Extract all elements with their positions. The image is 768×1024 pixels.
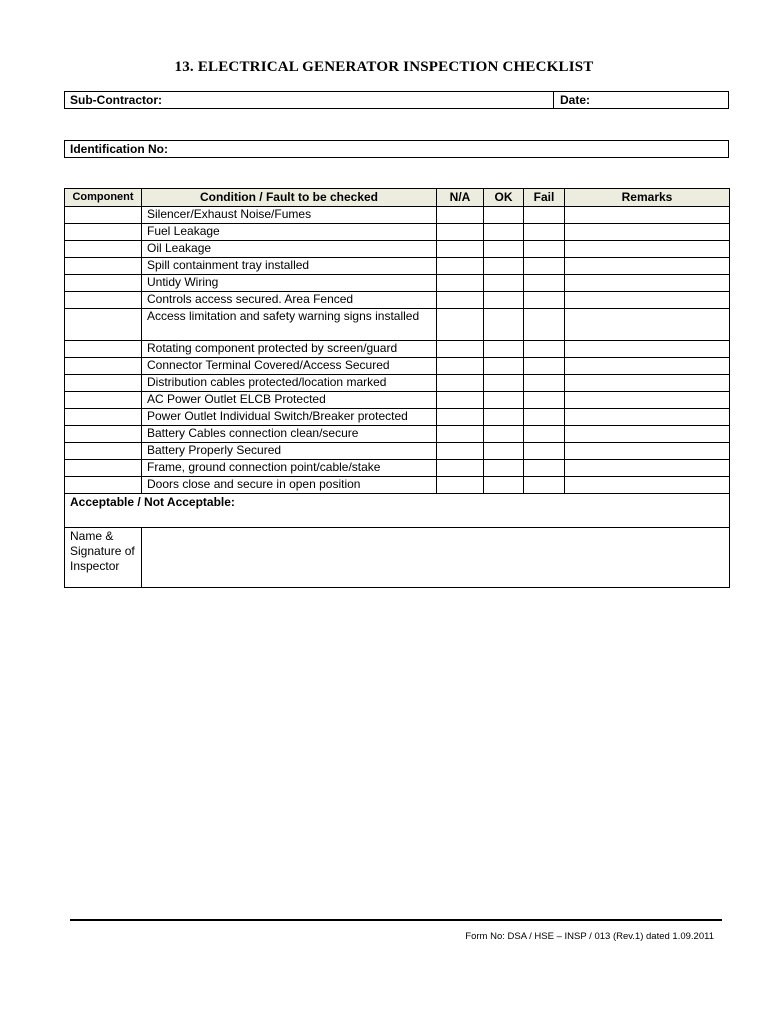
- ok-checkbox-cell[interactable]: [484, 392, 524, 409]
- ok-checkbox-cell[interactable]: [484, 375, 524, 392]
- remarks-cell[interactable]: [565, 207, 730, 224]
- sub-contractor-label: Sub-Contractor:: [70, 93, 162, 107]
- remarks-cell[interactable]: [565, 477, 730, 494]
- header-ok: OK: [484, 189, 524, 207]
- ok-checkbox-cell[interactable]: [484, 409, 524, 426]
- condition-cell: Spill containment tray installed: [142, 258, 437, 275]
- condition-cell: Access limitation and safety warning signs installed: [142, 309, 437, 341]
- page-title: 13. ELECTRICAL GENERATOR INSPECTION CHECKLIST: [174, 59, 594, 75]
- na-checkbox-cell[interactable]: [437, 224, 484, 241]
- header-remarks: Remarks: [565, 189, 730, 207]
- fail-checkbox-cell[interactable]: [524, 409, 565, 426]
- table-row: [65, 258, 730, 275]
- ok-checkbox-cell[interactable]: [484, 275, 524, 292]
- table-row: [65, 309, 730, 341]
- remarks-cell[interactable]: [565, 358, 730, 375]
- remarks-cell[interactable]: [565, 224, 730, 241]
- component-cell[interactable]: [65, 258, 142, 275]
- form-number: Form No: DSA / HSE – INSP / 013 (Rev.1) dated 1.09.2011: [465, 931, 714, 942]
- condition-cell: Silencer/Exhaust Noise/Fumes: [142, 207, 437, 224]
- component-cell[interactable]: [65, 241, 142, 258]
- fail-checkbox-cell[interactable]: [524, 375, 565, 392]
- header-fail: Fail: [524, 189, 565, 207]
- na-checkbox-cell[interactable]: [437, 292, 484, 309]
- ok-checkbox-cell[interactable]: [484, 258, 524, 275]
- fail-checkbox-cell[interactable]: [524, 426, 565, 443]
- table-row: [65, 426, 730, 443]
- condition-cell: Battery Cables connection clean/secure: [142, 426, 437, 443]
- na-checkbox-cell[interactable]: [437, 409, 484, 426]
- ok-checkbox-cell[interactable]: [484, 460, 524, 477]
- remarks-cell[interactable]: [565, 292, 730, 309]
- fail-checkbox-cell[interactable]: [524, 358, 565, 375]
- identification-label: Identification No:: [70, 142, 168, 156]
- acceptable-row: [65, 494, 730, 528]
- ok-checkbox-cell[interactable]: [484, 443, 524, 460]
- condition-cell: Untidy Wiring: [142, 275, 437, 292]
- ok-checkbox-cell[interactable]: [484, 358, 524, 375]
- ok-checkbox-cell[interactable]: [484, 292, 524, 309]
- na-checkbox-cell[interactable]: [437, 358, 484, 375]
- table-row: [65, 409, 730, 426]
- condition-cell: Controls access secured. Area Fenced: [142, 292, 437, 309]
- table-row: [65, 358, 730, 375]
- component-cell[interactable]: [65, 275, 142, 292]
- remarks-cell[interactable]: [565, 392, 730, 409]
- component-cell[interactable]: [65, 443, 142, 460]
- na-checkbox-cell[interactable]: [437, 275, 484, 292]
- table-row: [65, 275, 730, 292]
- table-row: [65, 460, 730, 477]
- na-checkbox-cell[interactable]: [437, 207, 484, 224]
- component-cell[interactable]: [65, 375, 142, 392]
- fail-checkbox-cell[interactable]: [524, 241, 565, 258]
- table-row: [65, 224, 730, 241]
- remarks-cell[interactable]: [565, 409, 730, 426]
- condition-cell: Connector Terminal Covered/Access Secured: [142, 358, 437, 375]
- component-cell[interactable]: [65, 426, 142, 443]
- condition-cell: AC Power Outlet ELCB Protected: [142, 392, 437, 409]
- fail-checkbox-cell[interactable]: [524, 477, 565, 494]
- na-checkbox-cell[interactable]: [437, 460, 484, 477]
- header-na: N/A: [437, 189, 484, 207]
- ok-checkbox-cell[interactable]: [484, 207, 524, 224]
- ok-checkbox-cell[interactable]: [484, 241, 524, 258]
- remarks-cell[interactable]: [565, 375, 730, 392]
- table-row: [65, 375, 730, 392]
- component-cell[interactable]: [65, 477, 142, 494]
- na-checkbox-cell[interactable]: [437, 443, 484, 460]
- ok-checkbox-cell[interactable]: [484, 426, 524, 443]
- fail-checkbox-cell[interactable]: [524, 443, 565, 460]
- remarks-cell[interactable]: [565, 426, 730, 443]
- condition-cell: Distribution cables protected/location marked: [142, 375, 437, 392]
- component-cell[interactable]: [65, 358, 142, 375]
- na-checkbox-cell[interactable]: [437, 375, 484, 392]
- condition-cell: Oil Leakage: [142, 241, 437, 258]
- fail-checkbox-cell[interactable]: [524, 341, 565, 358]
- table-row: [65, 443, 730, 460]
- remarks-cell[interactable]: [565, 460, 730, 477]
- identification-field[interactable]: [64, 140, 729, 158]
- component-cell[interactable]: [65, 224, 142, 241]
- component-cell[interactable]: [65, 460, 142, 477]
- condition-cell: Rotating component protected by screen/guard: [142, 341, 437, 358]
- table-row: [65, 207, 730, 224]
- table-row: [65, 392, 730, 409]
- signature-label: Name & Signature of Inspector: [65, 528, 142, 588]
- table-header-row: [65, 189, 730, 207]
- remarks-cell[interactable]: [565, 258, 730, 275]
- component-cell[interactable]: [65, 409, 142, 426]
- na-checkbox-cell[interactable]: [437, 309, 484, 341]
- header-component: Component: [65, 189, 142, 207]
- component-cell[interactable]: [65, 292, 142, 309]
- fail-checkbox-cell[interactable]: [524, 392, 565, 409]
- remarks-cell[interactable]: [565, 241, 730, 258]
- signature-field[interactable]: [142, 528, 730, 588]
- header-condition: Condition / Fault to be checked: [142, 189, 437, 207]
- fail-checkbox-cell[interactable]: [524, 292, 565, 309]
- signature-row: [65, 528, 730, 588]
- date-field[interactable]: [553, 91, 729, 109]
- date-label: Date:: [560, 93, 591, 107]
- ok-checkbox-cell[interactable]: [484, 309, 524, 341]
- inspection-checklist-table: [64, 188, 730, 588]
- condition-cell: Battery Properly Secured: [142, 443, 437, 460]
- remarks-cell[interactable]: [565, 309, 730, 341]
- condition-cell: Power Outlet Individual Switch/Breaker protected: [142, 409, 437, 426]
- sub-contractor-field[interactable]: [64, 91, 554, 109]
- condition-cell: Fuel Leakage: [142, 224, 437, 241]
- ok-checkbox-cell[interactable]: [484, 341, 524, 358]
- remarks-cell[interactable]: [565, 443, 730, 460]
- remarks-cell[interactable]: [565, 341, 730, 358]
- ok-checkbox-cell[interactable]: [484, 224, 524, 241]
- ok-checkbox-cell[interactable]: [484, 477, 524, 494]
- na-checkbox-cell[interactable]: [437, 392, 484, 409]
- footer-divider: [70, 919, 722, 921]
- na-checkbox-cell[interactable]: [437, 426, 484, 443]
- table-row: [65, 292, 730, 309]
- fail-checkbox-cell[interactable]: [524, 207, 565, 224]
- na-checkbox-cell[interactable]: [437, 341, 484, 358]
- fail-checkbox-cell[interactable]: [524, 258, 565, 275]
- fail-checkbox-cell[interactable]: [524, 275, 565, 292]
- na-checkbox-cell[interactable]: [437, 258, 484, 275]
- na-checkbox-cell[interactable]: [437, 241, 484, 258]
- table-row: [65, 341, 730, 358]
- component-cell[interactable]: [65, 341, 142, 358]
- condition-cell: Frame, ground connection point/cable/stake: [142, 460, 437, 477]
- acceptable-label[interactable]: Acceptable / Not Acceptable:: [65, 494, 730, 528]
- fail-checkbox-cell[interactable]: [524, 224, 565, 241]
- fail-checkbox-cell[interactable]: [524, 460, 565, 477]
- remarks-cell[interactable]: [565, 275, 730, 292]
- table-row: [65, 241, 730, 258]
- na-checkbox-cell[interactable]: [437, 477, 484, 494]
- component-cell[interactable]: [65, 392, 142, 409]
- table-row: [65, 477, 730, 494]
- condition-cell: Doors close and secure in open position: [142, 477, 437, 494]
- component-cell[interactable]: [65, 309, 142, 341]
- component-cell[interactable]: [65, 207, 142, 224]
- fail-checkbox-cell[interactable]: [524, 309, 565, 341]
